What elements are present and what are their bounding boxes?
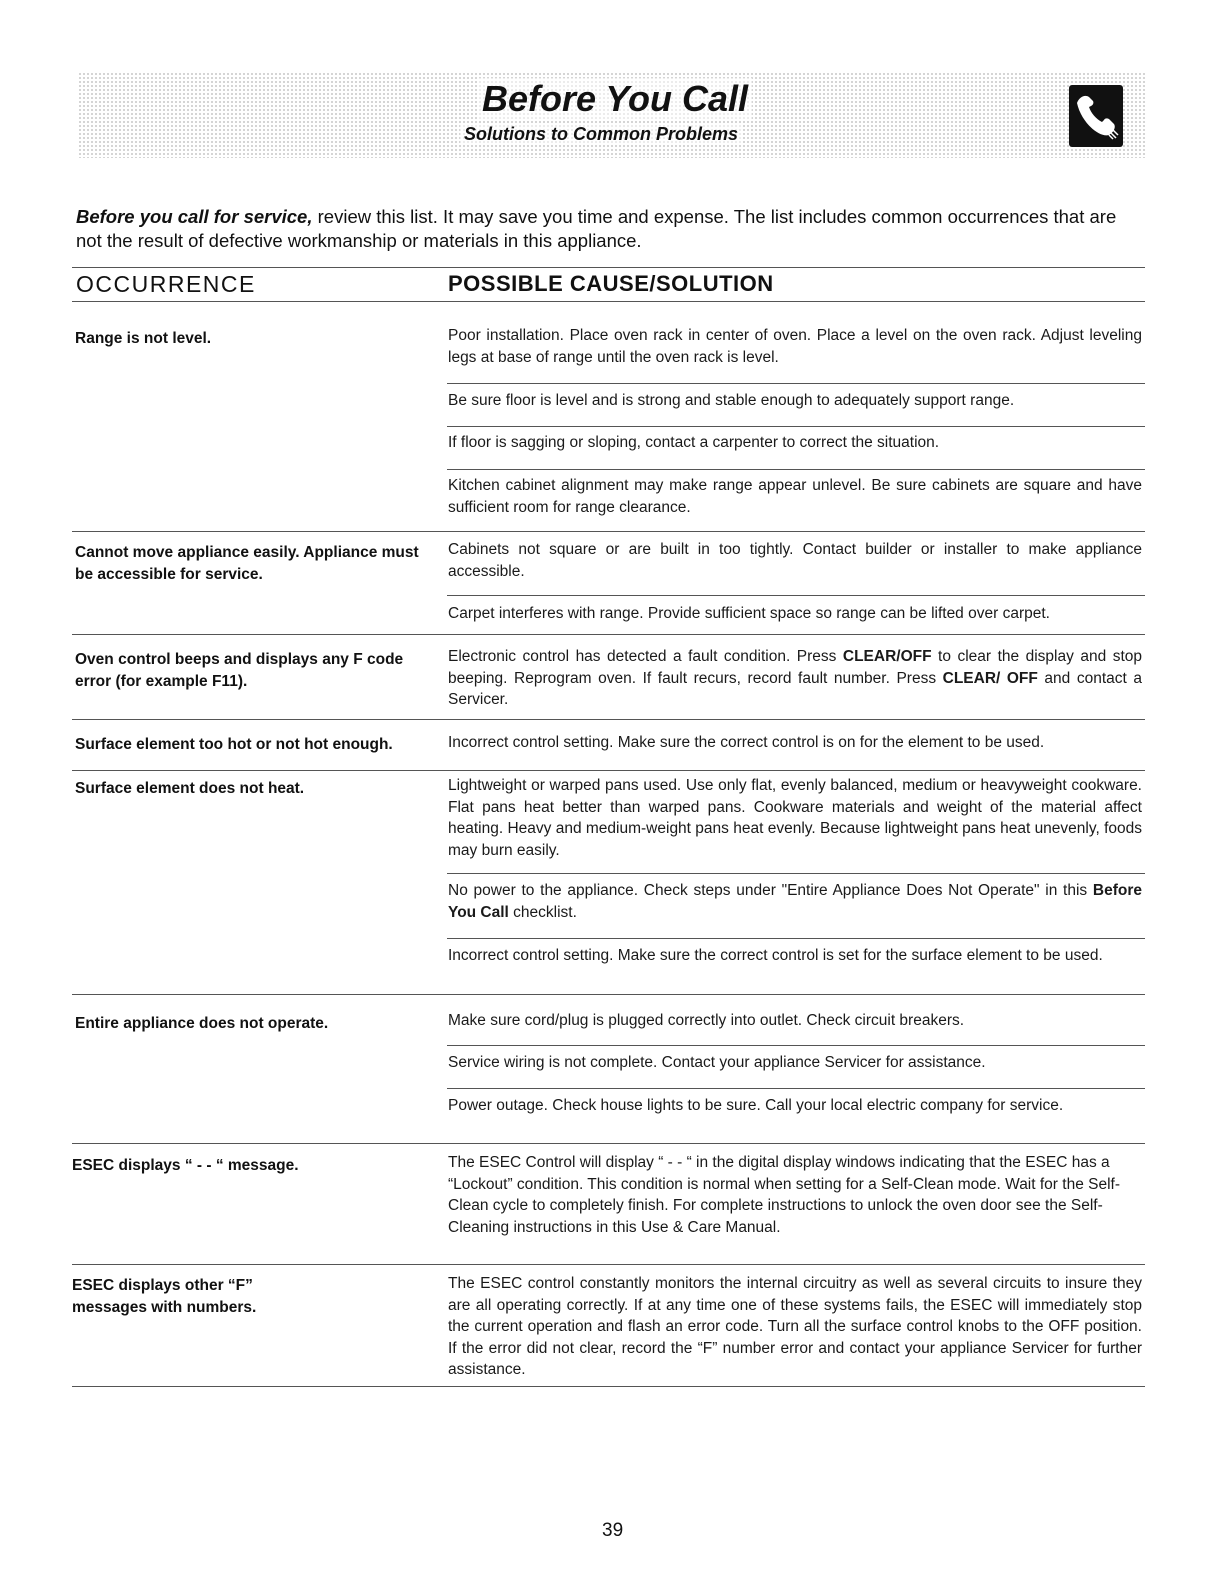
solution-text: Kitchen cabinet alignment may make range appear unlevel. Be sure cabinets are square and have sufficient room for range clearance. [448,477,1142,516]
solution-text: The ESEC control constantly monitors the internal circuitry as well as several circuits to insure they are all operating correctly. If at any time one of these systems fails, the ESEC will immediately stop the current operation and flash an error code. Turn all the surface control knobs to the OFF position. If the error did not clear, record the “F” number error and contact your appliance Servicer for further assistance. [448,1275,1142,1378]
solution-text: Be sure floor is level and is strong and stable enough to adequately support range. [448,392,1015,409]
divider [72,1264,1145,1265]
divider [72,634,1145,635]
occurrence-label: Cannot move appliance easily. Appliance must be accessible for service. [75,544,419,583]
solution-text: Incorrect control setting. Make sure the correct control is on for the element to be used. [448,734,1045,751]
column-header-cause: POSSIBLE CAUSE/SOLUTION [448,271,774,296]
occurrence-label: ESEC displays other “F” messages with numbers. [72,1277,257,1316]
occurrence-label: Range is not level. [75,330,212,347]
divider [72,994,1145,995]
occurrence-label: ESEC displays “ - - “ message. [72,1157,299,1174]
solution-text: Power outage. Check house lights to be sure. Call your local electric company for service. [448,1097,1064,1114]
divider [72,267,1145,268]
page-number: 39 [602,1520,624,1541]
divider [447,595,1145,596]
solution-text: Make sure cord/plug is plugged correctly into outlet. Check circuit breakers. [448,1012,965,1029]
occurrence-label: Surface element does not heat. [75,780,305,797]
solution-text: Service wiring is not complete. Contact your appliance Servicer for assistance. [448,1054,986,1071]
solution-text [448,880,1142,923]
intro-paragraph [76,205,1146,253]
divider [72,301,1145,302]
divider [447,1045,1145,1046]
solution-text: Lightweight or warped pans used. Use only flat, evenly balanced, medium or heavyweight cookware. Flat pans heat better than warped pans. Cookware materials and weight of the material affect heating. Heavy and medium-weight pans heat evenly. Because lightweight pans heat unevenly, foods may burn easily. [448,777,1142,859]
divider [447,938,1145,939]
divider [72,1386,1145,1387]
solution-text-part: checklist. [508,903,577,921]
occurrence-label: Oven control beeps and displays any F code error (for example F11). [75,651,404,690]
page-subtitle: Solutions to Common Problems [460,124,742,145]
clear-off-key-label: CLEAR/ OFF [942,669,1038,687]
solution-text [448,646,1142,711]
solution-text-part: to clear the display and stop beeping. Reprogram oven. If fault recurs, record fault number. Press [448,648,1142,687]
solution-text: Cabinets not square or are built in too tightly. Contact builder or installer to make appliance accessible. [448,541,1142,580]
divider [447,873,1145,874]
divider [72,770,1145,771]
occurrence-label: Surface element too hot or not hot enough. [75,736,393,753]
page-title: Before You Call [478,78,752,120]
solution-text: The ESEC Control will display “ - - “ in the digital display windows indicating that the ESEC has a “Lockout” condition. This condition is normal when setting for a Self-Clean mode. Wait for the Self-Clean cycle to completely finish. For complete instructions to unlock the oven door see the Self-Cleaning instructions in this Use & Care Manual. [448,1154,1120,1236]
occurrence-label: Entire appliance does not operate. [75,1015,329,1032]
solution-text: Poor installation. Place oven rack in center of oven. Place a level on the oven rack. Adjust leveling legs at base of range until the oven rack is level. [448,327,1142,366]
telephone-icon [1069,85,1123,147]
solution-text: If floor is sagging or sloping, contact a carpenter to correct the situation. [448,434,940,451]
intro-lead: Before you call for service, [76,206,313,227]
divider [447,1088,1145,1089]
solution-text-part: Electronic control has detected a fault condition. Press [448,648,843,665]
solution-text: Incorrect control setting. Make sure the correct control is set for the surface element to be used. [448,947,1103,964]
header-banner [78,72,1145,158]
divider [447,469,1145,470]
divider [72,531,1145,532]
clear-off-key-label: CLEAR/OFF [842,648,932,665]
solution-text-part: and contact a Servicer. [448,669,1142,708]
column-header-occurrence: OCCURRENCE [76,271,256,297]
divider [447,383,1145,384]
divider [72,719,1145,720]
solution-text-part: No power to the appliance. Check steps under "Entire Appliance Does Not Operate" in this [448,882,1093,899]
divider [447,426,1145,427]
intro-text: review this list. It may save you time and expense. The list includes common occurrences that are not the result of defective workmanship or materials in this appliance. [76,206,1117,251]
checklist-name: Before You Call [448,882,1142,921]
solution-text: Carpet interferes with range. Provide sufficient space so range can be lifted over carpet. [448,605,1050,622]
divider [72,1143,1145,1144]
